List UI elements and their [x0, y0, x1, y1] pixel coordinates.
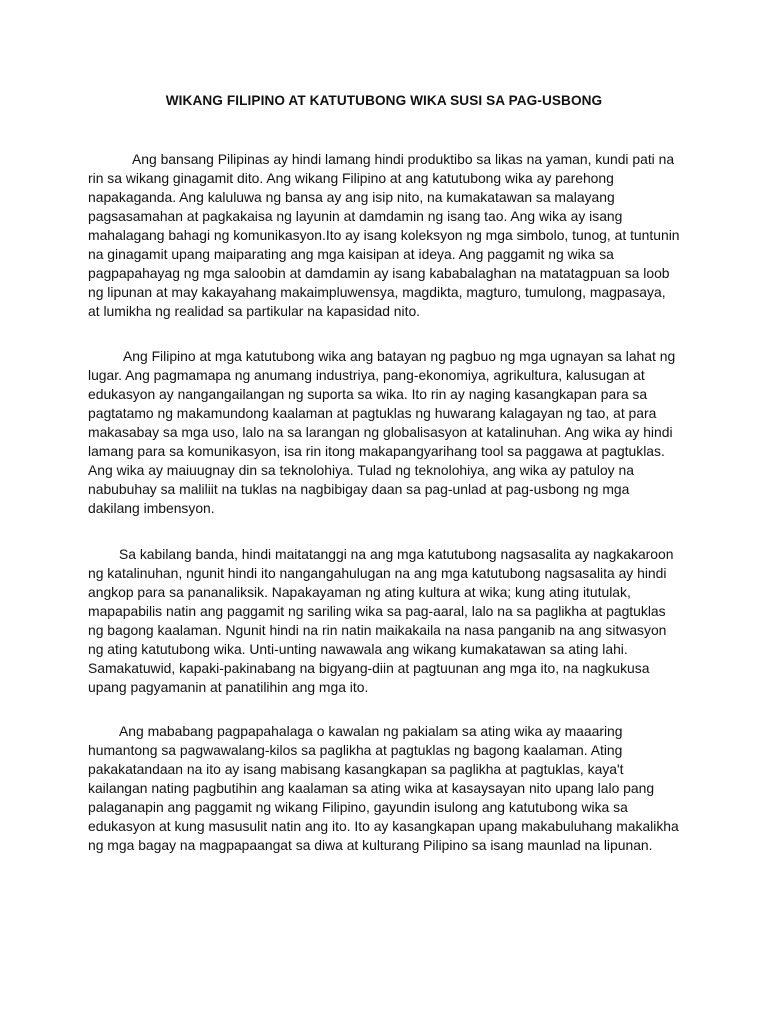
paragraph-4: Ang mababang pagpapahalaga o kawalan ng pakialam sa ating wika ay maaaring humantong sa pagwawalang-kilos sa paglikha at pagtuklas ng bagong kaalaman. Ating pakakatandaan na ito ay isang mabisang kasangkapan sa paglikha at pagtuklas, kaya't kailangan nating pagbutihin ang kaalaman sa ating wika at kasaysayan nito upang lalo pang palaganapin ang paggamit ng wikang Filipino, gayundin isulong ang katutubong wika sa edukasyon at kung masusulit natin ang ito. Ito ay kasangkapan upang makabuluhang makalikha ng mga bagay na magpapaangat sa diwa at kulturang Pilipino sa isang maunlad na lipunan.	[88, 723, 679, 853]
paragraph-1: Ang bansang Pilipinas ay hindi lamang hindi produktibo sa likas na yaman, kundi pati na rin sa wikang ginagamit dito. Ang wikang Filipino at ang katutubong wika ay parehong napakaganda. Ang kaluluwa ng bansa ay ang isip nito, na kumakatawan sa malayang pagsasamahan at pagkakaisa ng layunin at damdamin ng isang tao. Ang wika ay isang mahalagang bahagi ng komunikasyon.Ito ay isang koleksyon ng mga simbolo, tunog, at tuntunin na ginagamit upang maiparating ang mga kaisipan at ideya. Ang paggamit ng wika sa pagpapahayag ng mga saloobin at damdamin ay isang kababalaghan na matatagpuan sa loob ng lipunan at may kakayahang makaimpluwensya, magdikta, magturo, tumulong, magpasaya, at lumikha ng realidad sa partikular na kapasidad nito.	[88, 151, 680, 319]
paragraph-3: Sa kabilang banda, hindi maitatanggi na ang mga katutubong nagsasalita ay nagkakaroon ng katalinuhan, ngunit hindi ito nangangahulugan na ang mga katutubong nagsasalita ay hindi angkop para sa pananaliksik. Napakayaman ng ating kultura at wika; kung ating itutulak, mapapabilis natin ang paggamit ng sariling wika sa pag-aaral, lalo na sa paglikha at pagtuklas ng bagong kaalaman. Ngunit hindi na rin natin maikakaila na nasa panganib na ang sitwasyon ng ating katutubong wika. Unti-unting nawawala ang wikang kumakatawan sa ating lahi. Samakatuwid, kapaki-pakinabang na bigyang-diin at pagtuunan ang mga ito, na nagkukusa upang pagyamanin at panatilihin ang mga ito.	[88, 546, 674, 695]
paragraph-2: Ang Filipino at mga katutubong wika ang batayan ng pagbuo ng mga ugnayan sa lahat ng lugar. Ang pagmamapa ng anumang industriya, pang-ekonomiya, agrikultura, kalusugan at edukasyon ay nangangailangan ng suporta sa wika. Ito rin ay naging kasangkapan para sa pagtatamo ng makamundong kaalaman at pagtuklas ng huwarang kalagayan ng tao, at para makasabay sa mga uso, lalo na sa larangan ng globalisasyon at katalinuhan. Ang wika ay hindi lamang para sa komunikasyon, isa rin itong makapangyarihang tool sa paggawa at pagtuklas. Ang wika ay maiuugnay din sa teknolohiya. Tulad ng teknolohiya, ang wika ay patuloy na nabubuhay sa maliliit na tuklas na nagbibigay daan sa pag-unlad at pag-usbong ng mga dakilang imbensyon.	[88, 348, 676, 516]
document-title: WIKANG FILIPINO AT KATUTUBONG WIKA SUSI SA PAG-USBONG	[165, 93, 603, 108]
